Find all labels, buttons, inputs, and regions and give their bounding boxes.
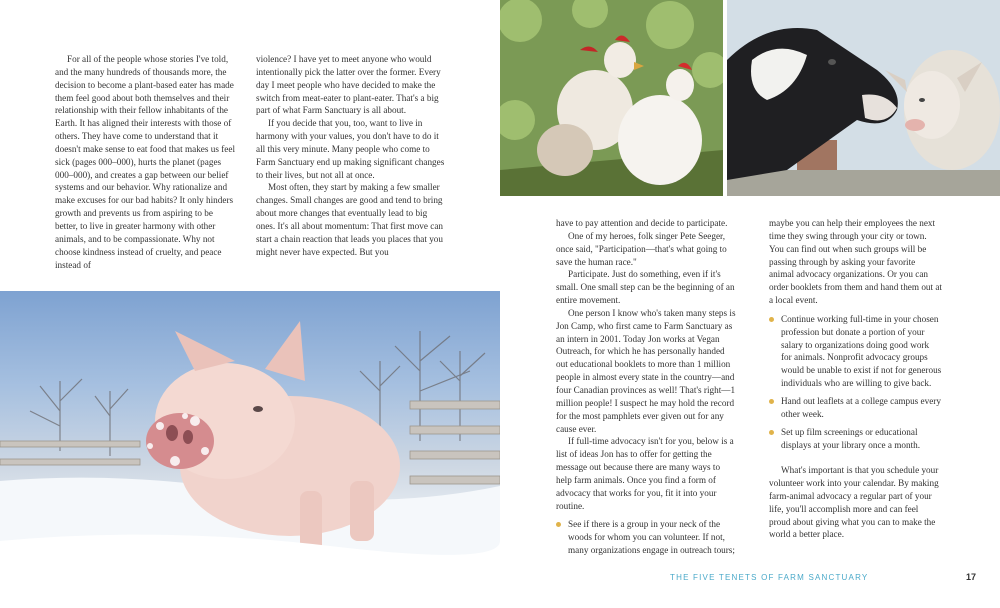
bullet-dot-icon (769, 399, 774, 404)
bullet-item (556, 518, 738, 557)
paragraph: maybe you can help their employees the next time they swing through your city or town. You can find out when such groups will be passing through by asking your favorite animal advocacy organizations. Or you can order booklets from them and hand them out at a local event. (769, 218, 942, 306)
paragraph: violence? I have yet to meet anyone who would intentionally pick the latter over the former. Every day I meet people who have decided to make the switch from meat-eater to plant-eater. That's a big part of what Farm Sanctuary is all about. (256, 54, 441, 116)
paragraph: have to pay attention and decide to participate. (556, 218, 728, 228)
right-column-2 (769, 217, 942, 541)
paragraph: One of my heroes, folk singer Pete Seeger, once said, "Participation—that's what going to save the human race." (556, 230, 727, 267)
paragraph: What's important is that you schedule your volunteer work into your calendar. By making farm-animal advocacy a regular part of your life, you'll accomplish more and can feel proud about giving what you can to make the world a better place. (769, 465, 939, 540)
paragraph: For all of the people whose stories I've told, and the many hundreds of thousands more, the decision to become a plant-based eater has made them feel good about both themselves and their relationship with their fellow inhabitants of the Earth. It has aligned their interests with those of others. They have come to understand that it doesn't make sense to eat food that makes us feel sick (pages 000–000), hurts the planet (pages 000–000), and creates a gap between our belief systems and our behavior. Why rationalize and make excuses for our bad habits? It only hinders growth and prevents us from aspiring to be better, to live in greater harmony with other animals, and to be compassionate. Why not choose kindness instead of cruelty, and peace instead of (55, 54, 235, 270)
bullet-text: Continue working full-time in your chosen profession but donate a portion of your salary to organizations doing good work for animals. Nonprofit advocacy groups would be unable to exist if not for generous individuals who are willing to give back. (781, 313, 942, 389)
bullet-text: Set up film screenings or educational displays at your library once a month. (781, 426, 921, 450)
right-column-1 (556, 217, 738, 562)
cow-and-sheep-photo (727, 0, 1000, 196)
bullet-item (769, 395, 942, 421)
paragraph: Participate. Just do something, even if it's small. One small step can be the beginning of an entire movement. (556, 269, 735, 306)
paragraph: Most often, they start by making a few smaller changes. Small changes are good and tend to bring about more changes that eventually lead to big ones. It's all about momentum: That first move can start a chain reaction that leads you places that you might never have expected. But you (256, 182, 443, 257)
bullet-item (769, 426, 942, 452)
left-column-2 (256, 53, 446, 259)
left-column-1 (55, 53, 236, 271)
bullet-text: Hand out leaflets at a college campus every other week. (781, 395, 941, 419)
bullet-list (769, 313, 942, 451)
chickens-photo (500, 0, 723, 196)
bullet-item (769, 313, 942, 390)
bullet-list (556, 518, 738, 557)
page-number: 17 (966, 572, 977, 582)
pig-in-snow-photo (0, 291, 500, 608)
bullet-text: See if there is a group in your neck of the woods for whom you can volunteer. If not, many organizations engage in outreach tours; (568, 519, 735, 556)
paragraph: One person I know who's taken many steps is Jon Camp, who first came to Farm Sanctuary as an intern in 2001. Today Jon works at Vegan Outreach, for which he has personally handed out educational booklets to more than 1 million people in almost every state in the country—and four Canadian provinces as well! That's right—1 million people! I suspect he may hold the record for the most pamphlets ever given out for any cause ever. (556, 307, 736, 434)
running-footer: THE FIVE TENETS OF FARM SANCTUARY (670, 573, 869, 582)
paragraph: If full-time advocacy isn't for you, below is a list of ideas Jon has to offer for getting the message out because there are many ways to help farm animals. Once you find a form of advocacy that works for you, fit it into your routine. (556, 436, 734, 511)
bullet-dot-icon (556, 522, 561, 527)
bullet-dot-icon (769, 430, 774, 435)
paragraph: If you decide that you, too, want to live in harmony with your values, you don't have to do it all this very minute. Many people who come to Farm Sanctuary end up making significant changes to their lives, but not all at once. (256, 118, 445, 180)
bullet-dot-icon (769, 317, 774, 322)
